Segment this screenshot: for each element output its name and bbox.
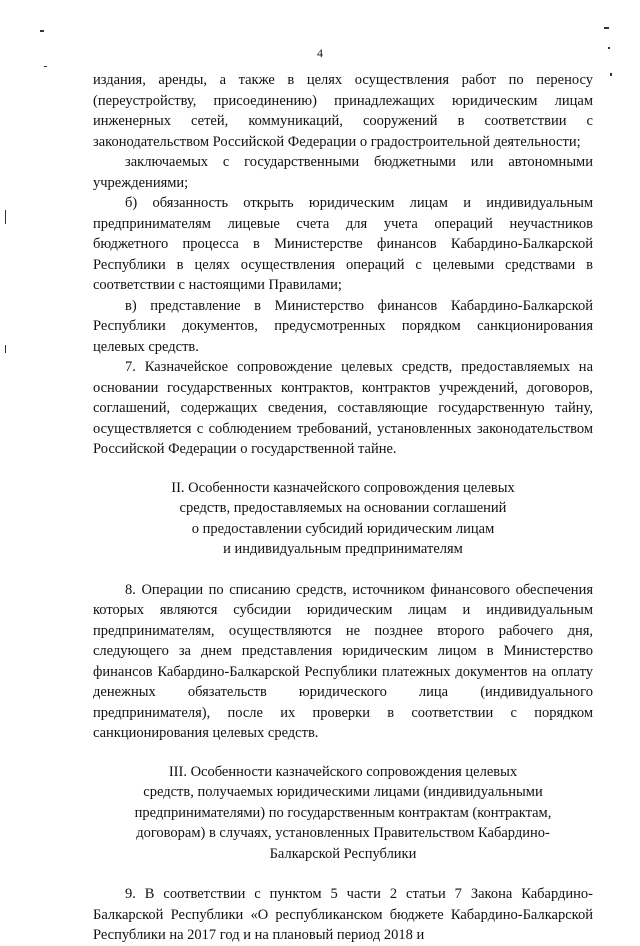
- paragraph: заключаемых с государственными бюджетными или автономными учреждениями;: [93, 154, 593, 191]
- paragraph: издания, аренды, а также в целях осуществления работ по переносу (переустройству, присоединению) принадлежащих юридическим лицам инженерных сетей, коммуникаций, сооружений в соответствии с законодательством Российской Федерации о градостроительной деятельности;: [93, 72, 593, 150]
- scan-speck: [44, 66, 47, 67]
- paragraph: 9. В соответствии с пунктом 5 части 2 статьи 7 Закона Кабардино-Балкарской Республики «О республиканском бюджете Кабардино-Балкарской Республики на 2017 год и на плановый период 2018 и: [93, 886, 593, 943]
- paragraph: б) обязанность открыть юридическим лицам и индивидуальным предпринимателям лицевые счета для учета операций неучастников бюджетного процесса в Министерстве финансов Кабардино-Балкарской Республики в целях осуществления операций с целевыми средствами в соответствии с настоящими Правилами;: [93, 195, 593, 293]
- scan-speck: [40, 30, 44, 32]
- scan-speck: [5, 210, 6, 224]
- scan-speck: [610, 73, 612, 76]
- paragraph: 8. Операции по списанию средств, источником финансового обеспечения которых являются субсидии юридическим лицам и индивидуальным предпринимателям, осуществляются не позднее второго рабочего дня, следующего за днем представления юридическим лицом в Министерство финансов Кабардино-Балкарской Республики платежных документов на оплату денежных обязательств юридического лица (индивидуального предпринимателя), после их проверки в соответствии с порядком санкционирования целевых средств.: [93, 581, 593, 741]
- section-heading: II. Особенности казначейского сопровождения целевых средств, предоставляемых на основании соглашений о предоставлении субсидий юридическим лицам и индивидуальным предпринимателям: [171, 479, 515, 557]
- scan-speck: [604, 27, 609, 29]
- document-body: [93, 70, 593, 946]
- paragraph: в) представление в Министерство финансов Кабардино-Балкарской Республики документов, предусмотренных порядком санкционирования целевых средств.: [93, 297, 593, 355]
- paragraph: 7. Казначейское сопровождение целевых средств, предоставляемых на основании государственных контрактов, контрактов учреждений, договоров, соглашений, содержащих сведения, составляющие государственную тайну, осуществляется с соблюдением требований, установленных законодательством Российской Федерации о государственной тайне.: [93, 359, 593, 457]
- page-number: 4: [317, 46, 323, 60]
- scan-speck: [5, 345, 6, 353]
- section-heading: III. Особенности казначейского сопровождения целевых средств, получаемых юридическими лицами (индивидуальными предпринимателями) по государственным контрактам (контрактам, договорам) в случаях, установленных Правительством Кабардино- Балкарской Республики: [134, 763, 552, 862]
